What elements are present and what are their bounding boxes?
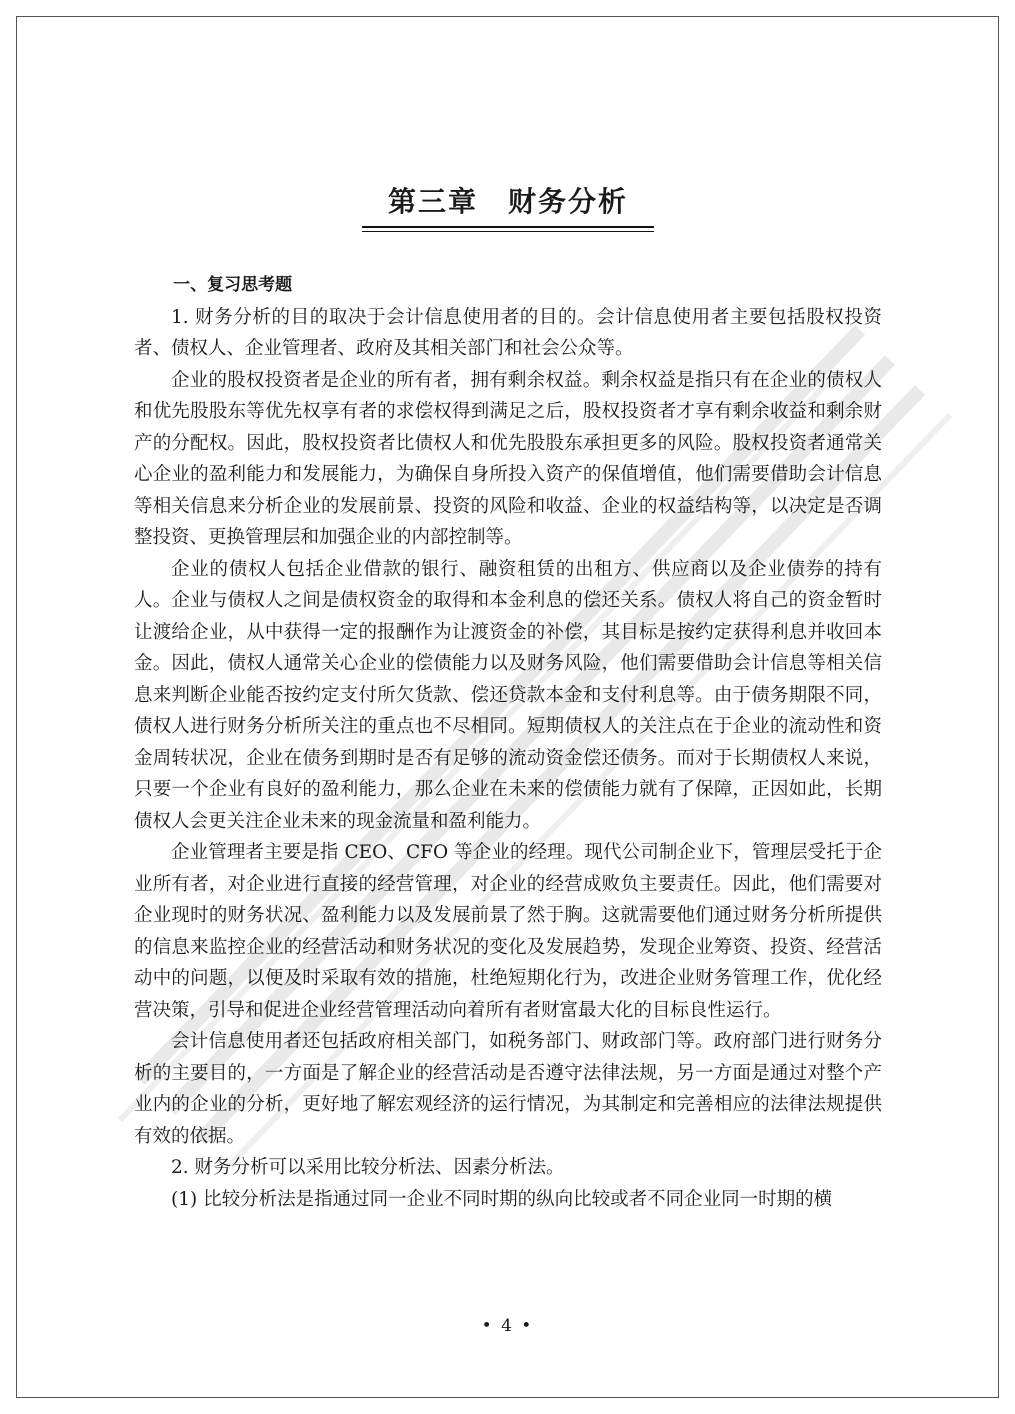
section-heading: 一、复习思考题 [173, 275, 293, 295]
page-number: • 4 • [481, 1316, 534, 1336]
paragraph: 企业的股权投资者是企业的所有者，拥有剩余权益。剩余权益是指只有在企业的债权人和优先股股东等优先权享有者的求偿权得到满足之后，股权投资者才享有剩余收益和剩余财产的分配权。因此，股权投资者比债权人和优先股股东承担更多的风险。股权投资者通常关心企业的盈利能力和发展能力，为确保自身所投入资产的保值增值，他们需要借助会计信息等相关信息来分析企业的发展前景、投资的风险和收益、企业的权益结构等，以决定是否调整投资、更换管理层和加强企业的内部控制等。 [134, 369, 882, 548]
paragraph: 企业的债权人包括企业借款的银行、融资租赁的出租方、供应商以及企业债券的持有人。企业与债权人之间是债权资金的取得和本金利息的偿还关系。债权人将自己的资金暂时让渡给企业，从中获得一定的报酬作为让渡资金的补偿，其目标是按约定获得利息并收回本金。因此，债权人通常关心企业的偿债能力以及财务风险，他们需要借助会计信息等相关信息来判断企业能否按约定支付所欠货款、偿还贷款本金和支付利息等。由于债务期限不同，债权人进行财务分析所关注的重点也不尽相同。短期债权人的关注点在于企业的流动性和资金周转状况，企业在债务到期时是否有足够的流动资金偿还债务。而对于长期债权人来说，只要一个企业有良好的盈利能力，那么企业在未来的偿债能力就有了保障，正因如此，长期债权人会更关注企业未来的现金流量和盈利能力。 [134, 558, 882, 832]
paragraph: 2. 财务分析可以采用比较分析法、因素分析法。 [171, 1157, 565, 1178]
paragraph: 企业管理者主要是指 CEO、CFO 等企业的经理。现代公司制企业下，管理层受托于企业所有者，对企业进行直接的经营管理，对企业的经营成败负主要责任。因此，他们需要对企业现时的财务状况、盈利能力以及发展前景了然于胸。这就需要他们通过财务分析所提供的信息来监控企业的经营活动和财务状况的变化及发展趋势，发现企业筹资、投资、经营活动中的问题，以便及时采取有效的措施，杜绝短期化行为，改进企业财务管理工作，优化经营决策，引导和促进企业经营管理活动向着所有者财富最大化的目标良性运行。 [134, 842, 882, 1021]
body-text [134, 270, 882, 1215]
paragraph: 会计信息使用者还包括政府相关部门，如税务部门、财政部门等。政府部门进行财务分析的主要目的，一方面是了解企业的经营活动是否遵守法律法规，另一方面是通过对整个产业内的企业的分析，更好地了解宏观经济的运行情况，为其制定和完善相应的法律法规提供有效的依据。 [134, 1031, 882, 1147]
title-underline-thin [362, 231, 654, 232]
title-underline-thick [362, 226, 654, 228]
chapter-title: 第三章 财务分析 [387, 185, 628, 218]
paragraph: 1. 财务分析的目的取决于会计信息使用者的目的。会计信息使用者主要包括股权投资者、债权人、企业管理者、政府及其相关部门和社会公众等。 [134, 306, 882, 359]
paragraph: (1) 比较分析法是指通过同一企业不同时期的纵向比较或者不同企业同一时期的横 [171, 1188, 833, 1210]
